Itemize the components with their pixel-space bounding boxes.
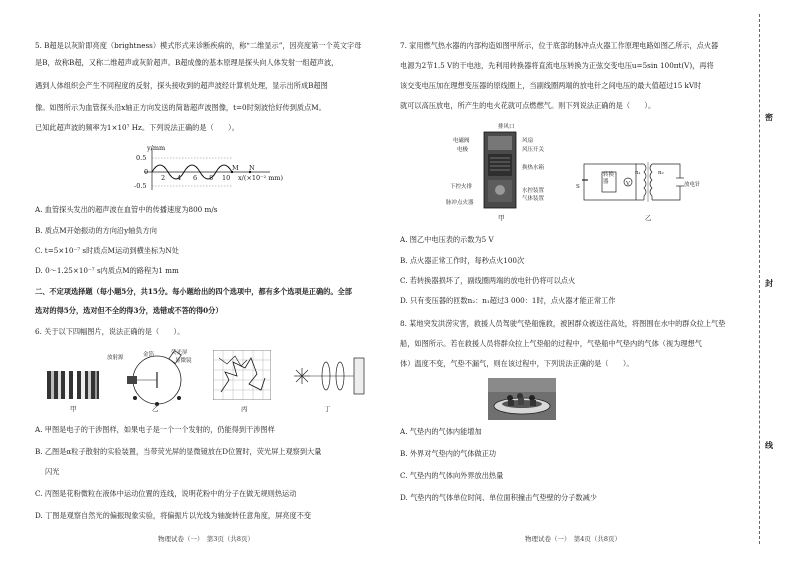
q5-stem-line: 已知此超声波的频率为1×10⁷ Hz。下列说法正确的是（ ）。 — [35, 123, 239, 132]
q6-fig-label-bing: 丙 — [241, 405, 248, 413]
q6-stem: 6. 关于以下四幅图片，说法正确的是（ ）。 — [35, 327, 185, 336]
q8-option-b: B. 外界对气垫内的气体做正功 — [400, 449, 497, 458]
q7-stem-line: 就可以高压放电，所产生的电火花就可点燃燃气。则下列说法正确的是（ ）。 — [400, 101, 656, 110]
q6-fig-jia-interference — [47, 371, 99, 399]
q5-x-tick: 2 — [161, 174, 166, 182]
q7-jia-label: 电磁阀 — [453, 138, 470, 144]
q5-stem-line: 是B，故称B超，又称二维超声或灰阶超声。B超成像的基本原理是探头向人体发射一组超声波， — [35, 58, 339, 67]
q5-y-tick: 0 — [144, 168, 149, 176]
q7-jia-label: 水控装置 — [522, 188, 545, 194]
q7-jia-label: 电极 — [457, 147, 469, 153]
q6-fig-bing-brownian — [213, 350, 271, 400]
q8-photo-hovercraft — [488, 378, 556, 420]
q5-stem-line: 5. B超是以灰阶即亮度（brightness）模式形式来诊断疾病的，称“二维显示”，因亮度第一个英文字母 — [35, 41, 362, 50]
margin-char-mi: 密 — [765, 112, 773, 122]
q7-yi-label: n₁ — [635, 170, 641, 176]
q7-stem-line: 7. 家用燃气热水器的内部构造如图甲所示，位于底部的脉冲点火器工作原理电路如图乙所示，点火器 — [400, 41, 719, 50]
q6-option-b: B. 乙图是α粒子散射的实验装置，当带荧光屏的显微镜放在D位置时，荧光屏上观察到大量 — [35, 447, 322, 456]
q7-fig-label-jia: 甲 — [498, 214, 505, 222]
q5-x-tick: 6 — [193, 174, 198, 182]
q6-fig-label-jia: 甲 — [70, 405, 77, 413]
q5-stem-line: 像。如图所示为血管探头沿x轴正方向发送的简谐超声波图像，t=0时刻波恰好传到质点M。 — [35, 103, 326, 112]
q7-option-b: B. 点火器正常工作时，每秒点火100次 — [400, 256, 525, 265]
q6-option-c: C. 丙图是花粉微粒在液体中运动位置的连线，说明花粉中的分子在做无规则热运动 — [35, 489, 297, 498]
q5-point-label-m: M — [232, 164, 239, 172]
q8-option-d: D. 气垫内的气体单位时间、单位面积撞击气垫壁的分子数减少 — [400, 493, 597, 502]
q5-stem-line: 遇到人体组织会产生不同程度的反射，探头接收到的超声波经计算机处理，显示出所成B超图 — [35, 81, 328, 90]
q6-fig-label-ding: 丁 — [324, 405, 331, 413]
binding-line — [759, 14, 760, 544]
q7-jia-label: 脉冲点火器 — [446, 200, 474, 206]
q7-jia-label: 下控火排 — [450, 184, 473, 190]
section-2-heading: 选对的得5分，选对但不全的得3分，选错或不答的得0分） — [35, 306, 223, 315]
q8-stem-line: 8. 某地突发洪涝灾害，救援人员驾驶气垫船施救，被困群众被送往高处，将图围在水中的群众拉上气垫 — [400, 319, 726, 328]
q6-yi-label: 荧光屏 — [171, 350, 188, 356]
q6-fig-label-yi: 乙 — [152, 405, 159, 413]
q8-option-c: C. 气垫内的气体向外界放出热量 — [400, 471, 504, 480]
margin-char-feng: 封 — [765, 278, 773, 288]
q7-jia-label: 风扇 — [522, 138, 534, 144]
q7-jia-label: 排风口 — [498, 124, 515, 130]
q6-yi-label: 显微镜 — [175, 358, 192, 364]
q7-option-a: A. 图乙中电压表的示数为5 V — [400, 235, 494, 244]
q7-yi-label: S — [576, 184, 580, 190]
q7-jia-label: 换热水箱 — [522, 165, 545, 171]
q6-yi-label: 金箔 — [143, 352, 155, 358]
q7-jia-label: 气体装置 — [522, 196, 545, 202]
q5-point-label-n: N — [249, 164, 255, 172]
q7-yi-label: V — [626, 181, 630, 187]
q8-stem-line: 体）温度不变，气垫不漏气，则在该过程中，下列说法正确的是（ ）。 — [400, 359, 634, 368]
q6-option-b-cont: 闪光 — [45, 467, 60, 476]
q6-option-d: D. 丁图是观察自然光的偏振现象实验，将偏振片以光线为轴旋转任意角度，屏亮度不变 — [35, 511, 312, 520]
q5-x-label: x/(×10⁻² mm) — [238, 174, 284, 182]
q6-option-a: A. 甲图是电子的干涉图样，如果电子是一个一个发射的，仍能得到干涉图样 — [35, 425, 275, 434]
q6-fig-ding-polarization — [290, 350, 370, 400]
q5-x-tick: 4 — [177, 174, 182, 182]
page-footer-left: 物理试卷（一） 第3页（共8页） — [158, 535, 255, 543]
q7-jia-label: 风压开关 — [522, 147, 545, 153]
q7-option-d: D. 只有变压器的匝数n₂：n₁超过3 000：1时，点火器才能正常工作 — [400, 296, 616, 305]
q5-y-label: y/mm — [147, 144, 166, 152]
q5-y-tick: 0.5 — [136, 154, 147, 162]
q5-option-d: D. 0～1.25×10⁻⁷ s内质点M的路程为1 mm — [35, 266, 179, 275]
page-footer-right: 物理试卷（一） 第4页（共8页） — [525, 535, 622, 543]
q7-fig-jia-heater — [480, 128, 520, 212]
q7-stem-line: 电源为2节1.5 V的干电池，先利用转换器将直流电压转换为正弦交变电压u=5sin 100πt(V)，再将 — [400, 61, 714, 70]
section-2-heading: 二、不定项选择题（每小题5分，共15分。每小题给出的四个选项中，都有多个选项是正确的。全部 — [35, 287, 352, 296]
q5-option-c: C. t=5×10⁻⁷ s时质点M运动到横坐标为N处 — [35, 246, 179, 255]
q5-y-tick: -0.5 — [134, 182, 147, 190]
margin-char-xian: 线 — [765, 440, 773, 450]
q5-x-tick: 8 — [209, 174, 214, 182]
q5-option-a: A. 血管探头发出的超声波在血管中的传播速度为800 m/s — [35, 205, 218, 214]
q7-option-c: C. 若转换器损坏了，副线圈两端的放电针仍将可以点火 — [400, 276, 576, 285]
q7-stem-line: 该交变电压加在理想变压器的原线圈上，当副线圈两端的放电针之间电压的最大值超过15 kV时 — [400, 81, 702, 90]
q8-stem-line: 船，如图所示。若在救援人员将群众拉上气垫船的过程中，气垫船中气垫内的气体（视为理想气 — [400, 339, 702, 348]
q5-option-b: B. 质点M开始振动的方向沿y轴负方向 — [35, 226, 157, 235]
q5-x-tick: 10 — [222, 174, 231, 182]
q6-yi-label: 放射源 — [107, 355, 124, 361]
q7-yi-label: n₂ — [658, 170, 664, 176]
q7-fig-label-yi: 乙 — [645, 214, 652, 222]
q8-option-a: A. 气垫内的气体内能增加 — [400, 427, 482, 436]
q7-yi-label: 放电针 — [684, 182, 701, 188]
q7-yi-label: 转换器 — [603, 172, 615, 185]
